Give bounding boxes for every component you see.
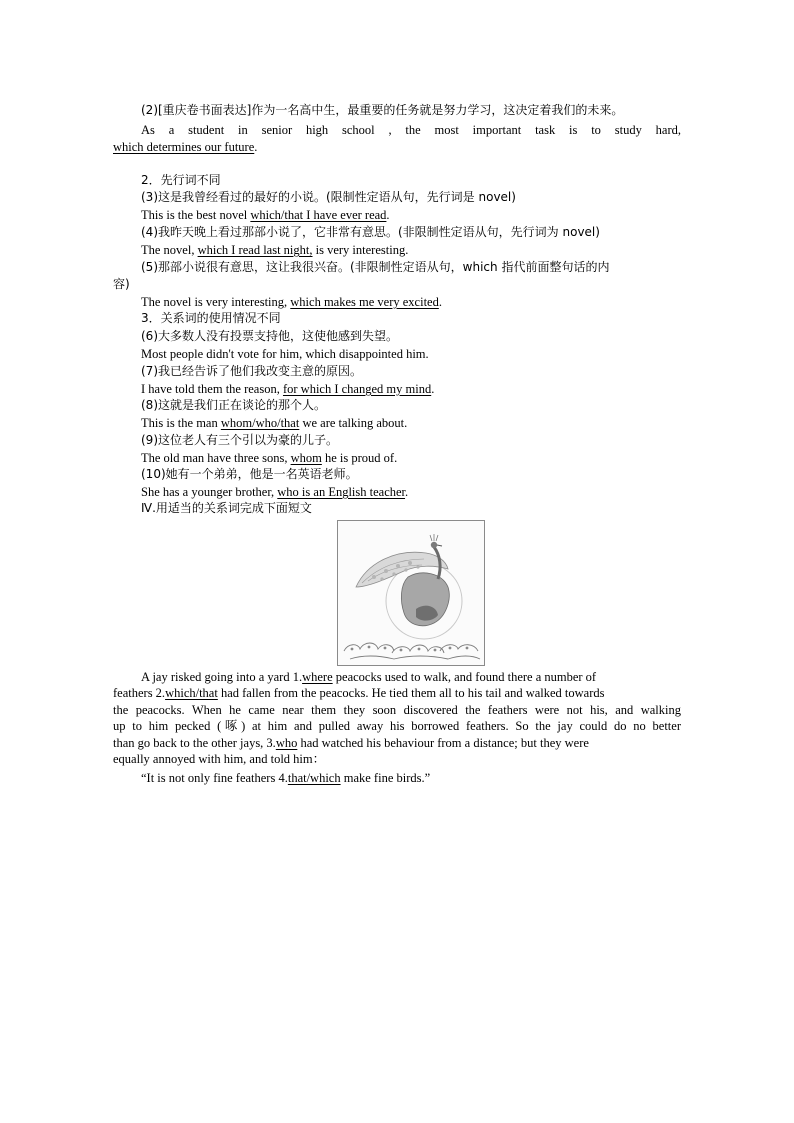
ex4-suffix: is very interesting.: [312, 243, 409, 257]
passage-line-3: the peacocks. When he came near them they soon discovered the feathers were not his, and walking: [113, 703, 681, 717]
passage-line-4: up to him pecked (啄) at him and pulled away his borrowed feathers. So the jay could do no better: [113, 719, 681, 733]
ex6-chinese: (6)大多数人没有投票支持他，这使他感到失望。: [141, 329, 398, 343]
blank-4-answer: that/which: [287, 771, 341, 785]
passage-quote: [141, 770, 681, 786]
passage-l1-prefix: A jay risked going into a yard 1.: [141, 670, 303, 684]
ex5-suffix: .: [438, 295, 442, 309]
ex10-english: [141, 484, 681, 500]
quote-suffix: make fine birds.”: [340, 771, 431, 785]
ex7-answer: for which I changed my mind: [282, 382, 432, 396]
ex8-prefix: This is the man: [141, 416, 221, 430]
ex9-suffix: he is proud of.: [321, 451, 398, 465]
passage-line-6: equally annoyed with him, and told him：: [113, 752, 326, 766]
ex5-english: [141, 294, 681, 310]
section4-heading: Ⅳ.用适当的关系词完成下面短文: [141, 501, 312, 515]
ex9-english: [141, 450, 681, 466]
ex7-suffix: .: [431, 382, 435, 396]
passage-l5-suffix: had watched his behaviour from a distance; but they were: [297, 736, 589, 750]
ex4-chinese: (4)我昨天晚上看过那部小说了，它非常有意思。(非限制性定语从句，先行词为 novel): [141, 225, 600, 239]
ex5-chinese-b: 容): [113, 277, 130, 291]
passage-line-5: [113, 735, 681, 751]
blank-1-answer: where: [302, 670, 333, 684]
passage-l1-suffix: peacocks used to walk, and found there a number of: [332, 670, 597, 684]
ex7-chinese: (7)我已经告诉了他们我改变主意的原因。: [141, 364, 362, 378]
ex3-answer: which/that I have ever read: [250, 208, 387, 222]
peacock-illustration: [337, 520, 485, 666]
passage-line-1: [141, 669, 681, 685]
ex7-prefix: I have told them the reason,: [141, 382, 283, 396]
ex10-suffix: .: [405, 485, 409, 499]
ex4-answer: which I read last night,: [197, 243, 313, 257]
ex3-english: [141, 207, 681, 223]
ex5-chinese-a: (5)那部小说很有意思，这让我很兴奋。(非限制性定语从句，which 指代前面整句话的内: [141, 260, 610, 274]
ex9-answer: whom: [290, 451, 322, 465]
ex8-answer: whom/who/that: [220, 416, 300, 430]
ex2-english: As a student in senior high school , the most important task is to study hard,: [141, 123, 681, 137]
ex3-chinese: (3)这是我曾经看过的最好的小说。(限制性定语从句，先行词是 novel): [141, 190, 516, 204]
ex5-prefix: The novel is very interesting,: [141, 295, 291, 309]
ex10-chinese: (10)她有一个弟弟，他是一名英语老师。: [141, 467, 358, 481]
ex8-chinese: (8)这就是我们正在谈论的那个人。: [141, 398, 326, 412]
ex9-prefix: The old man have three sons,: [141, 451, 291, 465]
passage-line-2: [113, 685, 681, 701]
ex4-english: [141, 242, 681, 258]
ex7-english: [141, 381, 681, 397]
blank-3-answer: who: [275, 736, 298, 750]
ex8-english: [141, 415, 681, 431]
blank-2-answer: which/that: [165, 686, 218, 700]
ex6-english: Most people didn't vote for him, which disappointed him.: [141, 347, 429, 361]
ex2-chinese: (2)[重庆卷书面表达]作为一名高中生，最重要的任务就是努力学习，这决定着我们的未来。: [141, 103, 624, 117]
passage-l2-suffix: had fallen from the peacocks. He tied them all to his tail and walked towards: [217, 686, 605, 700]
ex5-answer: which makes me very excited: [290, 295, 439, 309]
ex8-suffix: we are talking about.: [299, 416, 408, 430]
section3-heading: 3．关系词的使用情况不同: [141, 311, 281, 325]
ex10-answer: who is an English teacher: [277, 485, 406, 499]
ex3-prefix: This is the best novel: [141, 208, 251, 222]
ex4-prefix: The novel,: [141, 243, 198, 257]
section2-heading: 2．先行词不同: [141, 173, 221, 187]
ex3-suffix: .: [386, 208, 390, 222]
quote-prefix: “It is not only fine feathers 4.: [141, 771, 288, 785]
ex9-chinese: (9)这位老人有三个引以为豪的儿子。: [141, 433, 338, 447]
passage-l5-prefix: than go back to the other jays, 3.: [113, 736, 276, 750]
ex2-period: .: [254, 140, 258, 154]
passage-l2-prefix: feathers 2.: [113, 686, 166, 700]
ex2-answer: which determines our future: [113, 140, 255, 154]
ex2-answer-line: [113, 139, 681, 155]
ex10-prefix: She has a younger brother,: [141, 485, 278, 499]
